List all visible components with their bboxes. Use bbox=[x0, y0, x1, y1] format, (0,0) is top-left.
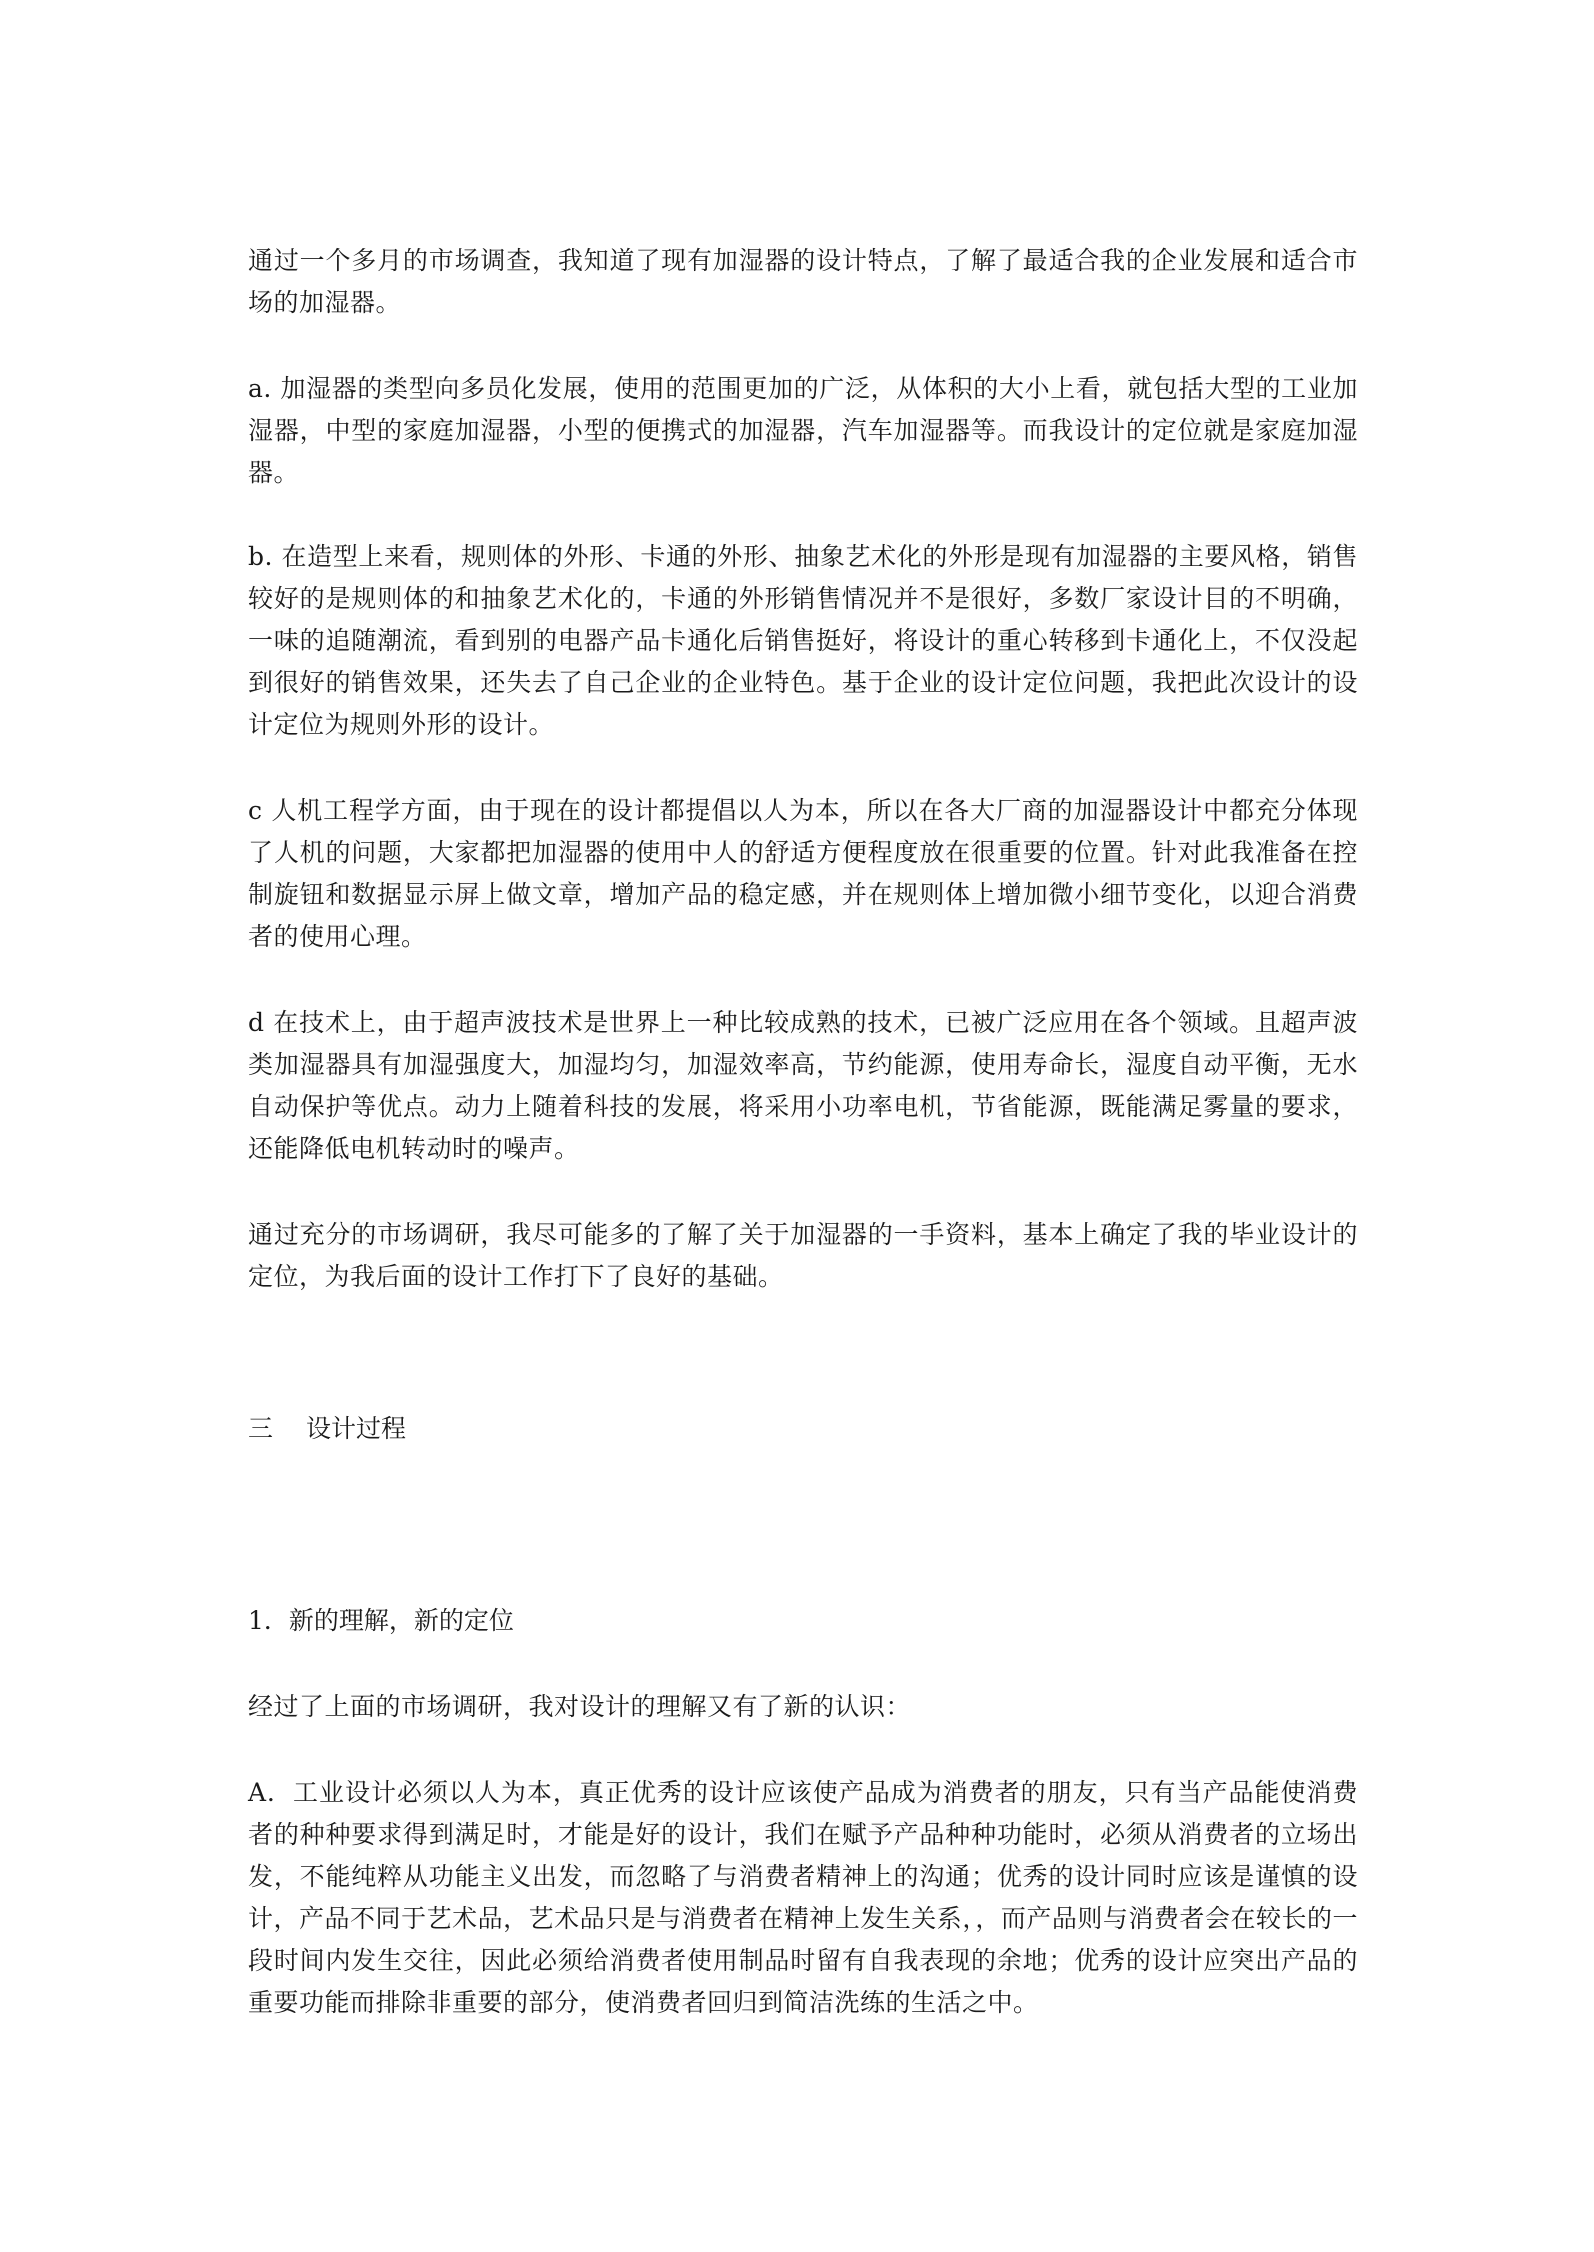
section-heading bbox=[248, 1408, 406, 1450]
paragraph-A: A．工业设计必须以人为本，真正优秀的设计应该使产品成为消费者的朋友，只有当产品能使消费者的种种要求得到满足时，才能是好的设计，我们在赋予产品种种功能时，必须从消费者的立场出发，不能纯粹从功能主义出发，而忽略了与消费者精神上的沟通；优秀的设计同时应该是谨慎的设计，产品不同于艺术品，艺术品只是与消费者在精神上发生关系，，而产品则与消费者会在较长的一段时间内发生交往，因此必须给消费者使用制品时留有自我表现的余地；优秀的设计应突出产品的重要功能而排除非重要的部分，使消费者回归到简洁洗练的生活之中。 bbox=[248, 1778, 1358, 2017]
paragraph-a: a. 加湿器的类型向多员化发展，使用的范围更加的广泛，从体积的大小上看，就包括大型的工业加湿器，中型的家庭加湿器，小型的便携式的加湿器，汽车加湿器等。而我设计的定位就是家庭加湿器。 bbox=[248, 374, 1358, 487]
section-number: 三 bbox=[248, 1414, 274, 1443]
paragraph-intro: 通过一个多月的市场调查，我知道了现有加湿器的设计特点，了解了最适合我的企业发展和适合市场的加湿器。 bbox=[248, 246, 1358, 317]
paragraph-summary: 通过充分的市场调研，我尽可能多的了解了关于加湿器的一手资料，基本上确定了我的毕业设计的定位，为我后面的设计工作打下了良好的基础。 bbox=[248, 1220, 1358, 1291]
section-title: 设计过程 bbox=[306, 1414, 407, 1443]
paragraph-d: d 在技术上，由于超声波技术是世界上一种比较成熟的技术，已被广泛应用在各个领域。且超声波类加湿器具有加湿强度大，加湿均匀，加湿效率高，节约能源，使用寿命长，湿度自动平衡，无水自动保护等优点。动力上随着科技的发展，将采用小功率电机，节省能源，既能满足雾量的要求，还能降低电机转动时的噪声。 bbox=[248, 1008, 1358, 1163]
paragraph-b: b. 在造型上来看，规则体的外形、卡通的外形、抽象艺术化的外形是现有加湿器的主要风格，销售较好的是规则体的和抽象艺术化的，卡通的外形销售情况并不是很好，多数厂家设计目的不明确，一味的追随潮流，看到别的电器产品卡通化后销售挺好，将设计的重心转移到卡通化上，不仅没起到很好的销售效果，还失去了自己企业的企业特色。基于企业的设计定位问题，我把此次设计的设计定位为规则外形的设计。 bbox=[248, 542, 1358, 739]
paragraph-c: c 人机工程学方面，由于现在的设计都提倡以人为本，所以在各大厂商的加湿器设计中都充分体现了人机的问题，大家都把加湿器的使用中人的舒适方便程度放在很重要的位置。针对此我准备在控制旋钮和数据显示屏上做文章，增加产品的稳定感，并在规则体上增加微小细节变化，以迎合消费者的使用心理。 bbox=[248, 796, 1358, 951]
subsection-heading: 1．新的理解，新的定位 bbox=[248, 1606, 514, 1635]
paragraph-new-understanding: 经过了上面的市场调研，我对设计的理解又有了新的认识： bbox=[248, 1692, 912, 1721]
